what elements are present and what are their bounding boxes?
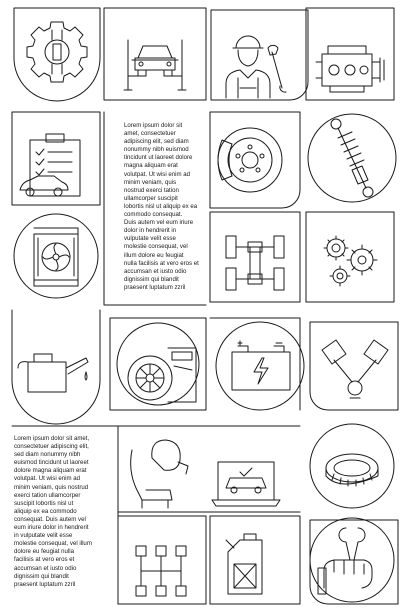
gears-icon — [324, 236, 377, 286]
car-seat-icon — [131, 440, 188, 508]
tire-ring-icon — [326, 454, 378, 486]
mechanic-worker-icon — [226, 36, 286, 98]
car-battery-icon — [232, 341, 290, 390]
pistons-icon — [322, 340, 388, 398]
gear-wrench-icon — [27, 22, 87, 82]
lorem-text-block-2: Lorem ipsum dolor sit amet, consectetuer adipiscing elit, sed diam nonummy nibh euismod tincidunt ut laoreet dolore magna aliquam erat volutpat. Ut wisi enim ad minim veniam, quis nostrud exerci tation ullamcorper suscipit lobortis nisl ut aliquip ex ea commodo consequat. Duis autem vel eum iriure dolor in hendrerit in vulputate velit esse molestie consequat, vel illum dolore eu feugiat nulla facilisis at vero eros et accumsan et iusto odio dignissim qui blandit praesent luptatum zzril — [14, 435, 92, 588]
checklist-car-icon — [20, 134, 80, 196]
chassis-axle-icon — [226, 236, 284, 290]
radiator-icon — [34, 228, 78, 286]
brake-disc-icon — [218, 128, 282, 192]
oil-can-icon — [18, 354, 88, 392]
laptop-diagnostics-icon — [212, 462, 280, 506]
lorem-text-block-1: Lorem ipsum dolor sit amet, consectetuer adipiscing elit, sed diam nonummy nibh euismod tincidunt ut laoreet dolore magna aliquam erat volutpat. Ut wisi enim ad minim veniam, quis nostrud exerci tation ullamcorper suscipit lobortis nisl ut aliquip ex ea commodo consequat. Duis autem vel eum iriure dolor in hendrerit in vulputate velit esse molestie consequat, vel illum dolore eu feugiat nulla facilisis at vero eros et accumsan et iusto odio dignissim qui blandit praesent luptatum zzril — [124, 122, 199, 291]
shock-absorber-icon — [331, 119, 373, 197]
engine-icon — [316, 46, 384, 92]
car-lift-icon — [124, 40, 186, 90]
fuel-canister-icon — [226, 534, 262, 594]
gear-shift-diagram-icon — [136, 546, 186, 596]
hand-wrench-icon — [318, 528, 372, 594]
